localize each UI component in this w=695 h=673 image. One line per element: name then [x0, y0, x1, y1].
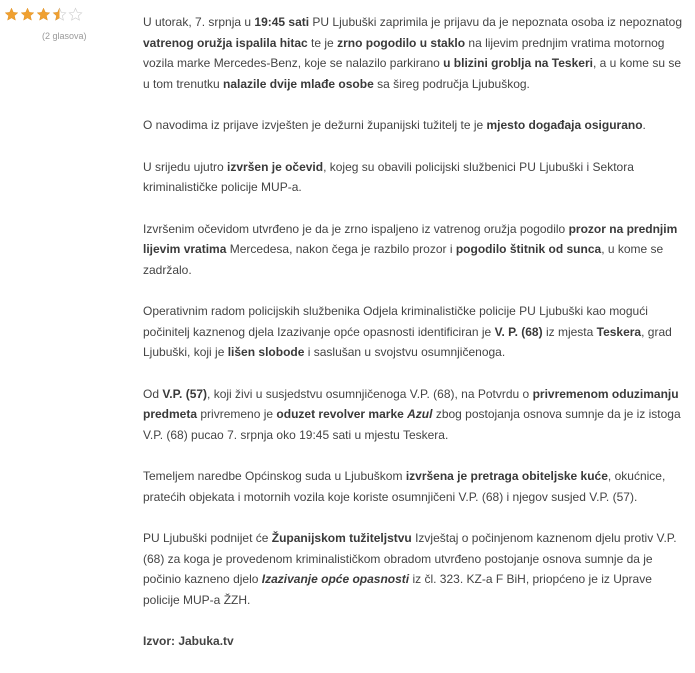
article-source: Izvor: Jabuka.tv	[143, 634, 234, 648]
votes-count: (2 glasova)	[42, 31, 87, 41]
article-paragraph: U srijedu ujutro izvršen je očevid, kojeg su obavili policijski službenici PU Ljubuški i Sektora kriminalističke policije MUP-a.	[143, 159, 634, 194]
article-paragraph: Operativnim radom policijskih službenika Odjela kriminalističke policije PU Ljubuški kao mogući počinitelj kaznenog djela Izazivanje opće opasnosti identificiran je V. P. (68) iz mjesta Teskera, grad Ljubuški, koji je lišen slobode i saslušan u svojstvu osumnjičenoga.	[143, 304, 672, 359]
star-full-icon[interactable]	[4, 7, 19, 22]
star-rating[interactable]	[4, 7, 94, 41]
article-paragraph: Temeljem naredbe Općinskog suda u Ljubuškom izvršena je pretraga obiteljske kuće, okućnice, pratećih objekata i motornih vozila koje koriste osumnjičeni V.P. (68) i njegov susjed V.P. (57).	[143, 469, 666, 504]
star-empty-icon[interactable]	[68, 7, 83, 22]
article-body	[143, 12, 683, 673]
article-paragraph: O navodima iz prijave izvješten je dežurni županijski tužitelj te je mjesto događaja osigurano.	[143, 118, 646, 132]
star-full-icon[interactable]	[20, 7, 35, 22]
stars-row[interactable]	[4, 7, 94, 23]
star-full-icon[interactable]	[36, 7, 51, 22]
star-half-icon[interactable]	[52, 7, 67, 22]
article-paragraph: Izvršenim očevidom utvrđeno je da je zrno ispaljeno iz vatrenog oružja pogodilo prozor na prednjim lijevim vratima Mercedesa, nakon čega je razbilo prozor i pogodilo štitnik od sunca, u kome se zadržalo.	[143, 221, 678, 277]
article-paragraph: PU Ljubuški podnijet će Županijskom tužiteljstvu Izvještaj o počinjenom kaznenom djelu protiv V.P. (68) za koga je provedenom kriminalističkom obradom utvrđeno postojanje osnova sumnje da je počinio kazneno djelo Izazivanje opće opasnosti iz čl. 323. KZ-a F BiH, priopćeno je iz Uprave policije MUP-a ŽZH.	[143, 531, 677, 607]
article-paragraph: U utorak, 7. srpnja u 19:45 sati PU Ljubuški zaprimila je prijavu da je nepoznata osoba iz nepoznatog vatrenog oružja ispalila hitac te je zrno pogodilo u staklo na lijevim prednjim vratima motornog vozila marke Mercedes-Benz, koje se nalazilo parkirano u blizini groblja na Teskeri, a u kome su se u tom trenutku nalazile dvije mlađe osobe sa šireg područja Ljubuškog.	[143, 15, 682, 91]
article-paragraph: Od V.P. (57), koji živi u susjedstvu osumnjičenoga V.P. (68), na Potvrdu o privremenom oduzimanju predmeta privremeno je oduzet revolver marke Azul zbog postojanja osnova sumnje da je iz istoga V.P. (68) pucao 7. srpnja oko 19:45 sati u mjestu Teskera.	[143, 386, 681, 442]
